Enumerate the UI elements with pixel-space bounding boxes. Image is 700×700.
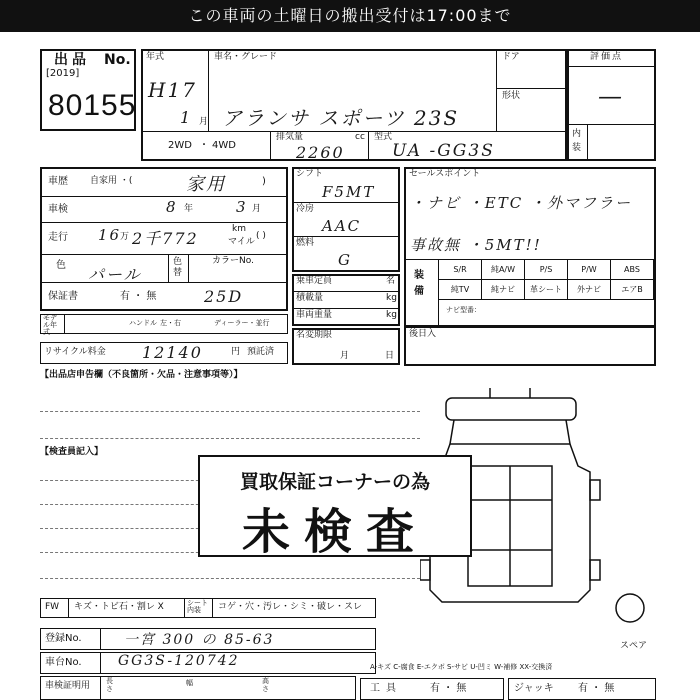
eq-sr: S/R [439, 260, 482, 280]
later-input-label: 後日入 [409, 329, 437, 339]
mileage-unit-km: km [232, 224, 246, 234]
drive-separator: ・ [199, 140, 209, 151]
capacity-label: 乗車定員 [296, 276, 333, 286]
spare-label: スペア [620, 641, 648, 651]
color-change-label: 色替 [173, 257, 183, 278]
eq-tv: 純TV [439, 280, 482, 300]
inspection-year: 8 [166, 198, 178, 216]
dealer-label: ディーラー・並行 [214, 319, 270, 327]
mileage-value: 2千772 [132, 229, 199, 248]
year-label: 年式 [146, 52, 165, 62]
eq-navi: 純ナビ [482, 280, 525, 300]
seat-label: シート内装 [187, 599, 208, 614]
fw-value: キズ・トビ石・割レ X [74, 602, 164, 612]
drive-option-4wd: 4WD [212, 140, 236, 151]
ac-value: AAC [322, 217, 362, 235]
model-year-label: モデル年式 [43, 314, 57, 336]
cert-length: 長さ [106, 677, 113, 693]
handle-label: ハンドル [129, 319, 157, 327]
inspection-label: 車検 [48, 204, 68, 215]
displacement-value: 2260 [296, 143, 345, 162]
eq-abs: ABS [611, 260, 654, 280]
warranty-label: 保証書 [48, 291, 78, 302]
color-value: パール [88, 265, 142, 284]
eq-ext-navi: 外ナビ [568, 280, 611, 300]
eq-aw: 純A/W [482, 260, 525, 280]
equipment-label: 装備 [414, 270, 424, 297]
chassis-value: GG3S-120742 [118, 653, 240, 669]
banner: この車両の土曜日の搬出受付は17:00まで [0, 0, 700, 32]
shift-value: F5MT [322, 183, 376, 201]
registration-label: 登録No. [45, 633, 82, 644]
tools-label: 工具 [370, 683, 402, 694]
recycle-unit: 円 [231, 347, 241, 357]
inspection-month-unit: 月 [252, 204, 262, 214]
name-change-month: 月 [340, 351, 350, 361]
mileage-paren: ( ) [256, 231, 266, 241]
chassis-label: 車台No. [45, 657, 82, 668]
history-close: ) [262, 176, 266, 187]
weight-unit: kg [386, 310, 397, 320]
inspector-label: 【検査員記入】 [40, 447, 104, 457]
eq-pw: P/W [568, 260, 611, 280]
lot-label: 出品 [54, 52, 90, 68]
warranty-options: 有 ・ 無 [120, 291, 157, 302]
name-change-label: 名変期限 [296, 330, 333, 340]
load-unit: kg [386, 293, 397, 303]
lot-no-label: No. [104, 52, 131, 68]
lot-box [40, 49, 136, 131]
recycle-value: 12140 [142, 343, 203, 362]
history-value: 家用 [186, 174, 226, 195]
model-type-value: UA -GG3S [392, 141, 495, 161]
sales-point-line1: ・ナビ ・ETC ・外マフラー [410, 194, 632, 212]
shape-label: 形状 [502, 91, 521, 101]
model-value: アランサ スポーツ 23S [222, 106, 460, 130]
year-era: H17 [148, 78, 197, 102]
history-label: 車歴 [48, 176, 68, 187]
drive-option-2wd: 2WD [168, 140, 192, 151]
lot-number: 80155 [48, 89, 137, 122]
jack-label: ジャッキ [514, 683, 554, 694]
inspection-month: 3 [236, 198, 248, 216]
score-label: 評価点 [590, 52, 624, 62]
capacity-unit: 名 [386, 276, 396, 286]
stamp-line1: 買取保証コーナーの為 [239, 471, 430, 493]
mileage-unit-mile: マイル [228, 237, 255, 247]
sales-point-label: セールスポイント [409, 169, 481, 179]
fw-label: FW [45, 602, 60, 612]
displacement-label: 排気量 [276, 132, 304, 142]
interior-label: 内装 [572, 129, 582, 153]
mileage-man: 16 [98, 226, 122, 244]
mileage-label: 走行 [48, 232, 68, 243]
cert-height: 高さ [262, 677, 269, 693]
color-label: 色 [56, 260, 66, 271]
tools-options: 有 ・ 無 [430, 683, 467, 694]
cert-label: 車検証明用 [45, 681, 91, 691]
declaration-label: 【出品店申告欄（不良箇所・欠品・注意事項等）】 [40, 370, 243, 380]
warranty-value: 25D [204, 287, 244, 306]
registration-value: 一宮 300 の 85-63 [124, 632, 275, 648]
year-month: 1 [180, 108, 193, 127]
weight-label: 車両重量 [296, 310, 333, 320]
stamp-line2: 未検査 [241, 504, 428, 560]
seat-value: コゲ・穴・汚レ・シミ・破レ・スレ [218, 602, 363, 612]
eq-airbag: エアB [611, 280, 654, 300]
recycle-note: 預託済 [247, 347, 275, 357]
sales-point-line2: 事故無 ・5MT!! [410, 236, 542, 254]
uninspected-stamp [198, 455, 472, 560]
door-label: ドア [502, 52, 520, 62]
fuel-label: 燃料 [296, 238, 315, 248]
displacement-unit: cc [355, 132, 365, 142]
name-change-day: 日 [385, 351, 395, 361]
fuel-value: G [338, 251, 352, 269]
ac-label: 冷房 [296, 204, 315, 214]
mileage-man-unit: 万 [120, 232, 130, 242]
recycle-label: リサイクル料金 [44, 347, 106, 357]
year-month-unit: 月 [199, 117, 209, 127]
damage-legend: A-キズ C-腐食 E-エクボ S-サビ U-凹ミ W-補修 XX-交換済 [370, 663, 553, 671]
eq-ps: P/S [525, 260, 568, 280]
model-type-label: 型式 [374, 132, 393, 142]
load-label: 積載量 [296, 293, 324, 303]
lot-year-tag: [2019] [46, 68, 80, 79]
handle-options: 左・右 [160, 319, 181, 327]
navi-model-label: ナビ型番： [446, 306, 481, 314]
inspection-year-unit: 年 [184, 204, 194, 214]
model-label: 車名・グレード [214, 52, 278, 62]
jack-options: 有 ・ 無 [578, 683, 615, 694]
cert-width: 幅 [186, 679, 193, 687]
shift-label: シフト [296, 169, 324, 179]
eq-leather: 革シート [525, 280, 568, 300]
later-input-block [404, 326, 656, 366]
history-options: 自家用 ・( [90, 176, 133, 186]
score-value: — [598, 82, 624, 110]
color-no-label: カラーNo. [212, 256, 254, 266]
equipment-table [438, 259, 654, 300]
